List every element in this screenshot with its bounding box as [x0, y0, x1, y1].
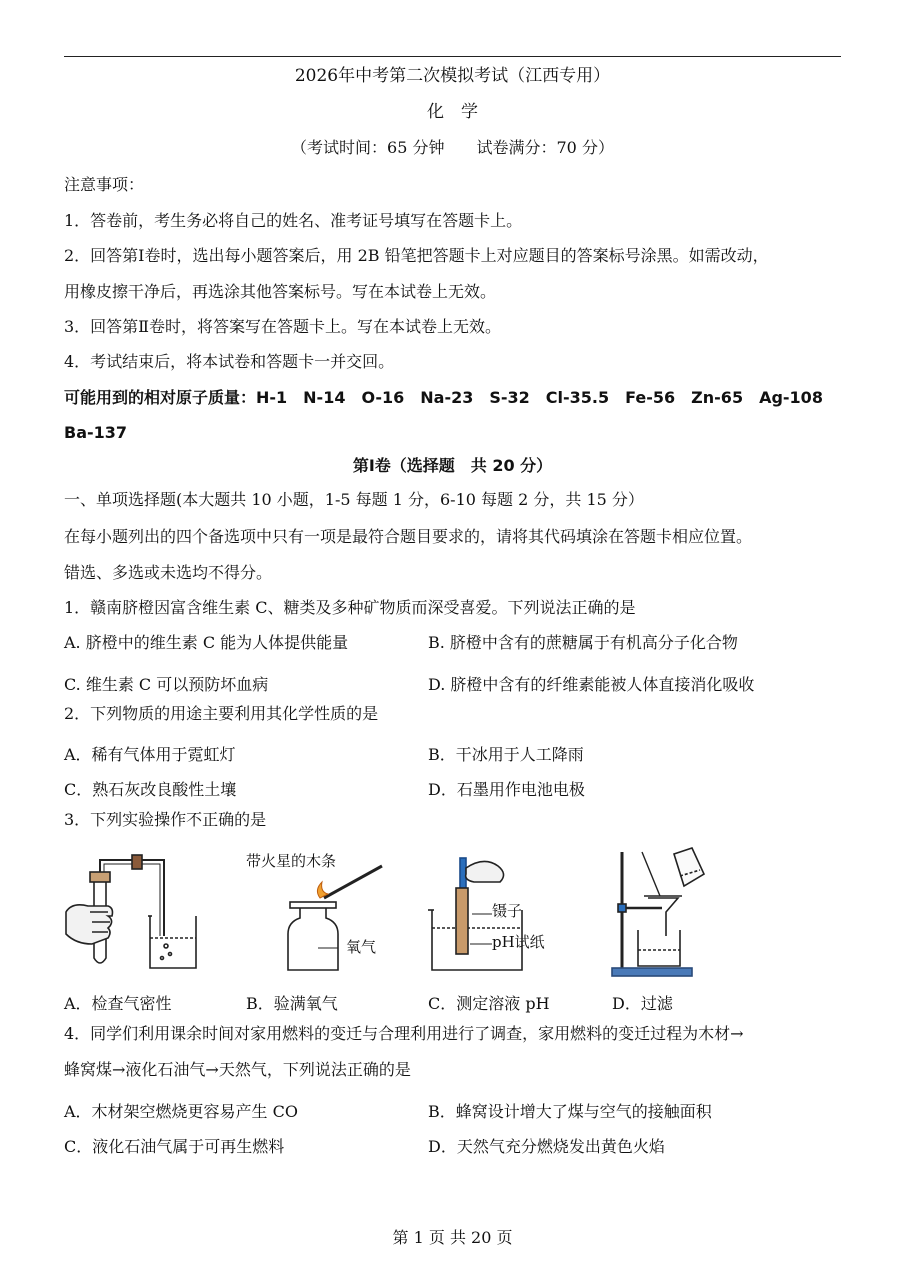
oxygen-check-figure	[284, 862, 394, 974]
notice-heading: 注意事项：	[64, 175, 145, 194]
atomic-masses-line: Ba-137	[64, 423, 128, 442]
oxygen-label: 氧气	[346, 938, 377, 956]
exam-time-info: （考试时间：65 分钟 试卷满分：70 分）	[291, 138, 614, 157]
option-c: C. 维生素 C 可以预防坏血病	[64, 675, 269, 694]
figure-caption-d: D．过滤	[612, 994, 673, 1013]
option-b: B．干冰用于人工降雨	[428, 745, 584, 764]
page-number: 第 1 页 共 20 页	[392, 1228, 513, 1247]
atomic-masses-line: 可能用到的相对原子质量：H-1 N-14 O-16 Na-23 S-32 Cl-35.5 Fe-56 Zn-65 Ag-108	[64, 388, 823, 407]
option-d: D．天然气充分燃烧发出黄色火焰	[428, 1137, 665, 1156]
subject-title: 化 学	[427, 102, 478, 122]
question-stem: 蜂窝煤→液化石油气→天然气，下列说法正确的是	[64, 1060, 411, 1079]
question-stem: 1．赣南脐橙因富含维生素 C、糖类及多种矿物质而深受喜爱。下列说法正确的是	[64, 598, 636, 617]
option-c: C．熟石灰改良酸性土壤	[64, 780, 237, 799]
exam-title: 2026年中考第二次模拟考试（江西专用）	[294, 66, 611, 86]
question-stem: 2．下列物质的用途主要利用其化学性质的是	[64, 704, 379, 723]
option-a: A．木材架空燃烧更容易产生 CO	[64, 1102, 299, 1121]
question-stem: 4．同学们利用课余时间对家用燃料的变迁与合理利用进行了调查，家用燃料的变迁过程为木材→	[64, 1024, 744, 1043]
section-title: 第Ⅰ卷（选择题 共 20 分）	[352, 456, 553, 475]
filtration-figure	[608, 846, 718, 978]
figure-caption-c: C．测定溶液 pH	[428, 994, 550, 1013]
option-d: D. 脐橙中含有的纤维素能被人体直接消化吸收	[428, 675, 755, 694]
notice-item: 4．考试结束后，将本试卷和答题卡一并交回。	[64, 352, 395, 371]
instruction-line: 错选、多选或未选均不得分。	[64, 563, 273, 582]
figure-caption-b: B．验满氧气	[246, 994, 338, 1013]
splint-label: 带火星的木条	[246, 852, 337, 870]
option-d: D．石墨用作电池电极	[428, 780, 585, 799]
part-title: 一、单项选择题(本大题共 10 小题，1-5 每题 1 分，6-10 每题 2 分，共 15 分）	[64, 490, 644, 509]
airtightness-figure	[62, 846, 212, 976]
top-rule	[64, 56, 841, 57]
tweezers-label: 镊子	[492, 902, 523, 920]
figure-caption-a: A．检查气密性	[64, 994, 172, 1013]
ph-paper-label: pH试纸	[492, 933, 545, 951]
option-a: A. 脐橙中的维生素 C 能为人体提供能量	[64, 633, 349, 652]
notice-item: 3．回答第Ⅱ卷时，将答案写在答题卡上。写在本试卷上无效。	[64, 317, 502, 336]
instruction-line: 在每小题列出的四个备选项中只有一项是最符合题目要求的，请将其代码填涂在答题卡相应位置。	[64, 527, 753, 546]
notice-item: 用橡皮擦干净后，再选涂其他答案标号。写在本试卷上无效。	[64, 282, 497, 301]
option-b: B. 脐橙中含有的蔗糖属于有机高分子化合物	[428, 633, 738, 652]
notice-item: 2．回答第Ⅰ卷时，选出每小题答案后，用 2B 铅笔把答题卡上对应题目的答案标号涂黑。如需改动，	[64, 246, 769, 265]
question-stem: 3．下列实验操作不正确的是	[64, 810, 267, 829]
option-b: B．蜂窝设计增大了煤与空气的接触面积	[428, 1102, 712, 1121]
option-c: C．液化石油气属于可再生燃料	[64, 1137, 285, 1156]
notice-item: 1．答卷前，考生务必将自己的姓名、准考证号填写在答题卡上。	[64, 211, 523, 230]
option-a: A．稀有气体用于霓虹灯	[64, 745, 236, 764]
